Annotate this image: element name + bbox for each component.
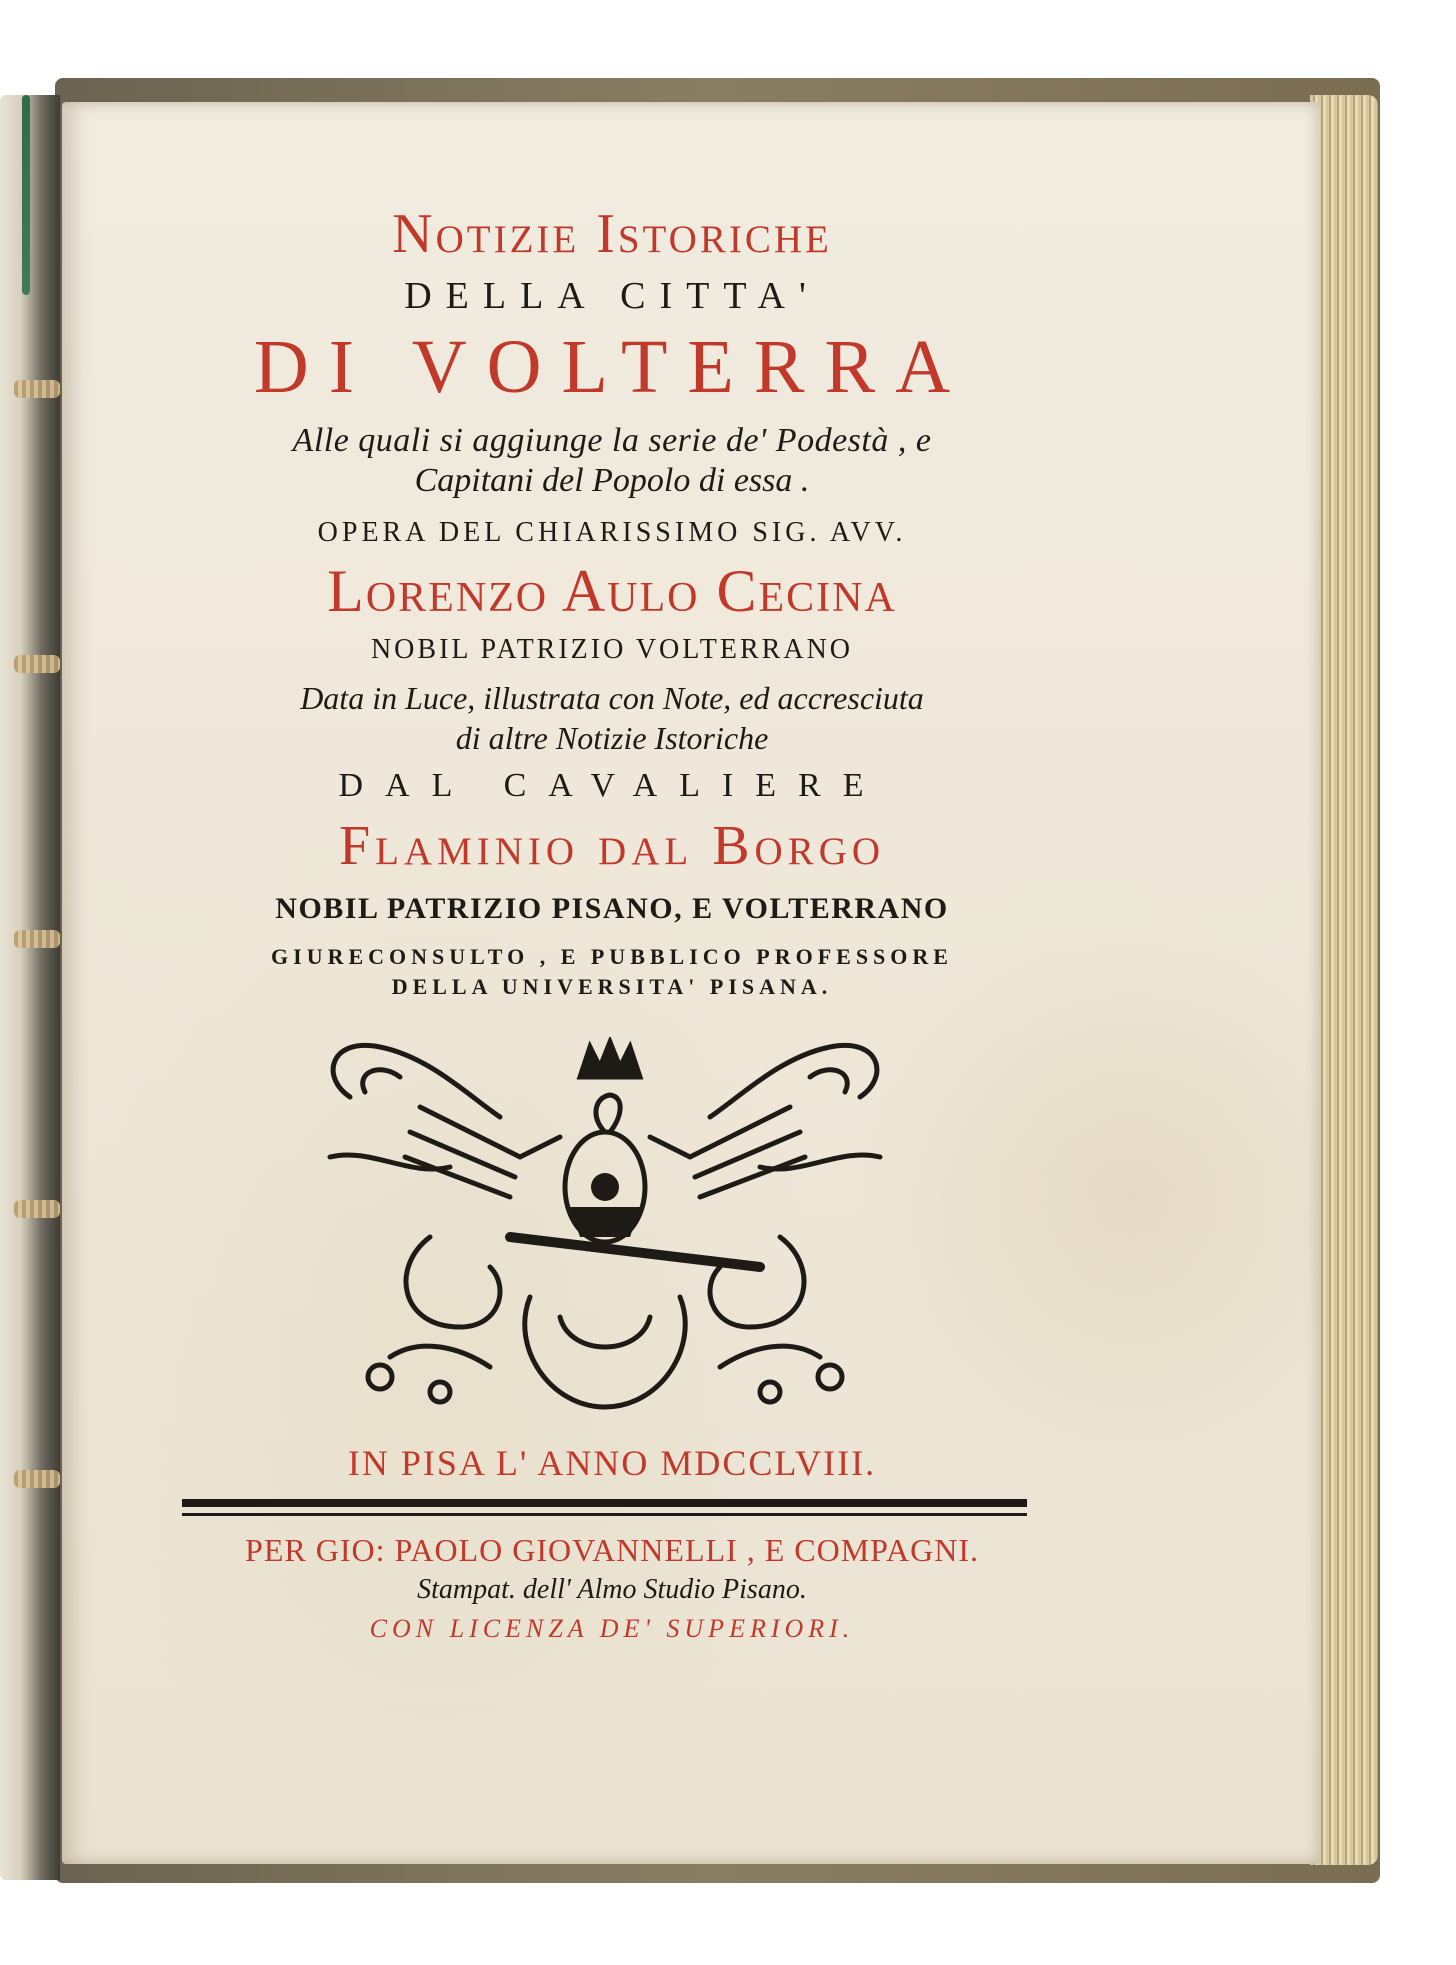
subtitle-line-1: Alle quali si aggiunge la serie de' Podestà , e [292, 422, 932, 459]
binding-stitch [14, 1200, 60, 1218]
binding-thread [22, 95, 30, 295]
subtitle-line-2: Capitani del Popolo di essa . [414, 462, 810, 499]
double-rule-thin [182, 1513, 1027, 1516]
binding-stitch [14, 1470, 60, 1488]
book-spine [0, 95, 60, 1880]
edition-note-line-1: Data in Luce, illustrata con Note, ed accresciuta [300, 680, 924, 716]
author-title: NOBIL PATRIZIO VOLTERRANO [370, 634, 854, 665]
editor-role-line-1: GIURECONSULTO , E PUBBLICO PROFESSORE [271, 944, 953, 969]
title-line-3: DI VOLTERRA [253, 325, 971, 409]
title-page [62, 102, 1320, 1864]
printer-line: PER GIO: PAOLO GIOVANNELLI , E COMPAGNI. [245, 1532, 979, 1568]
title-line-1: Notizie Istoriche [392, 203, 832, 265]
edition-note-line-2: di altre Notizie Istoriche [455, 720, 769, 756]
editor-role-line-2: DELLA UNIVERSITA' PISANA. [391, 974, 833, 999]
editor-title: NOBIL PATRIZIO PISANO, E VOLTERRANO [275, 892, 949, 925]
crowned-eagle-woodcut-icon [310, 1037, 900, 1417]
author-name: Lorenzo Aulo Cecina [327, 558, 897, 624]
license-line: CON LICENZA DE' SUPERIORI. [369, 1614, 855, 1643]
binding-stitch [14, 655, 60, 673]
place-and-year: IN PISA L' ANNO MDCCLVIII. [347, 1443, 877, 1483]
editor-name: Flaminio dal Borgo [338, 815, 886, 877]
dal-cavaliere-line: DAL CAVALIERE [338, 767, 886, 804]
printer-detail-line: Stampat. dell' Almo Studio Pisano. [417, 1574, 807, 1605]
binding-stitch [14, 380, 60, 398]
title-line-2: DELLA CITTA' [404, 275, 820, 317]
double-rule-thick [182, 1499, 1027, 1507]
opera-line: OPERA DEL CHIARISSIMO SIG. AVV. [317, 517, 907, 548]
page-edges [1310, 95, 1378, 1865]
binding-stitch [14, 930, 60, 948]
